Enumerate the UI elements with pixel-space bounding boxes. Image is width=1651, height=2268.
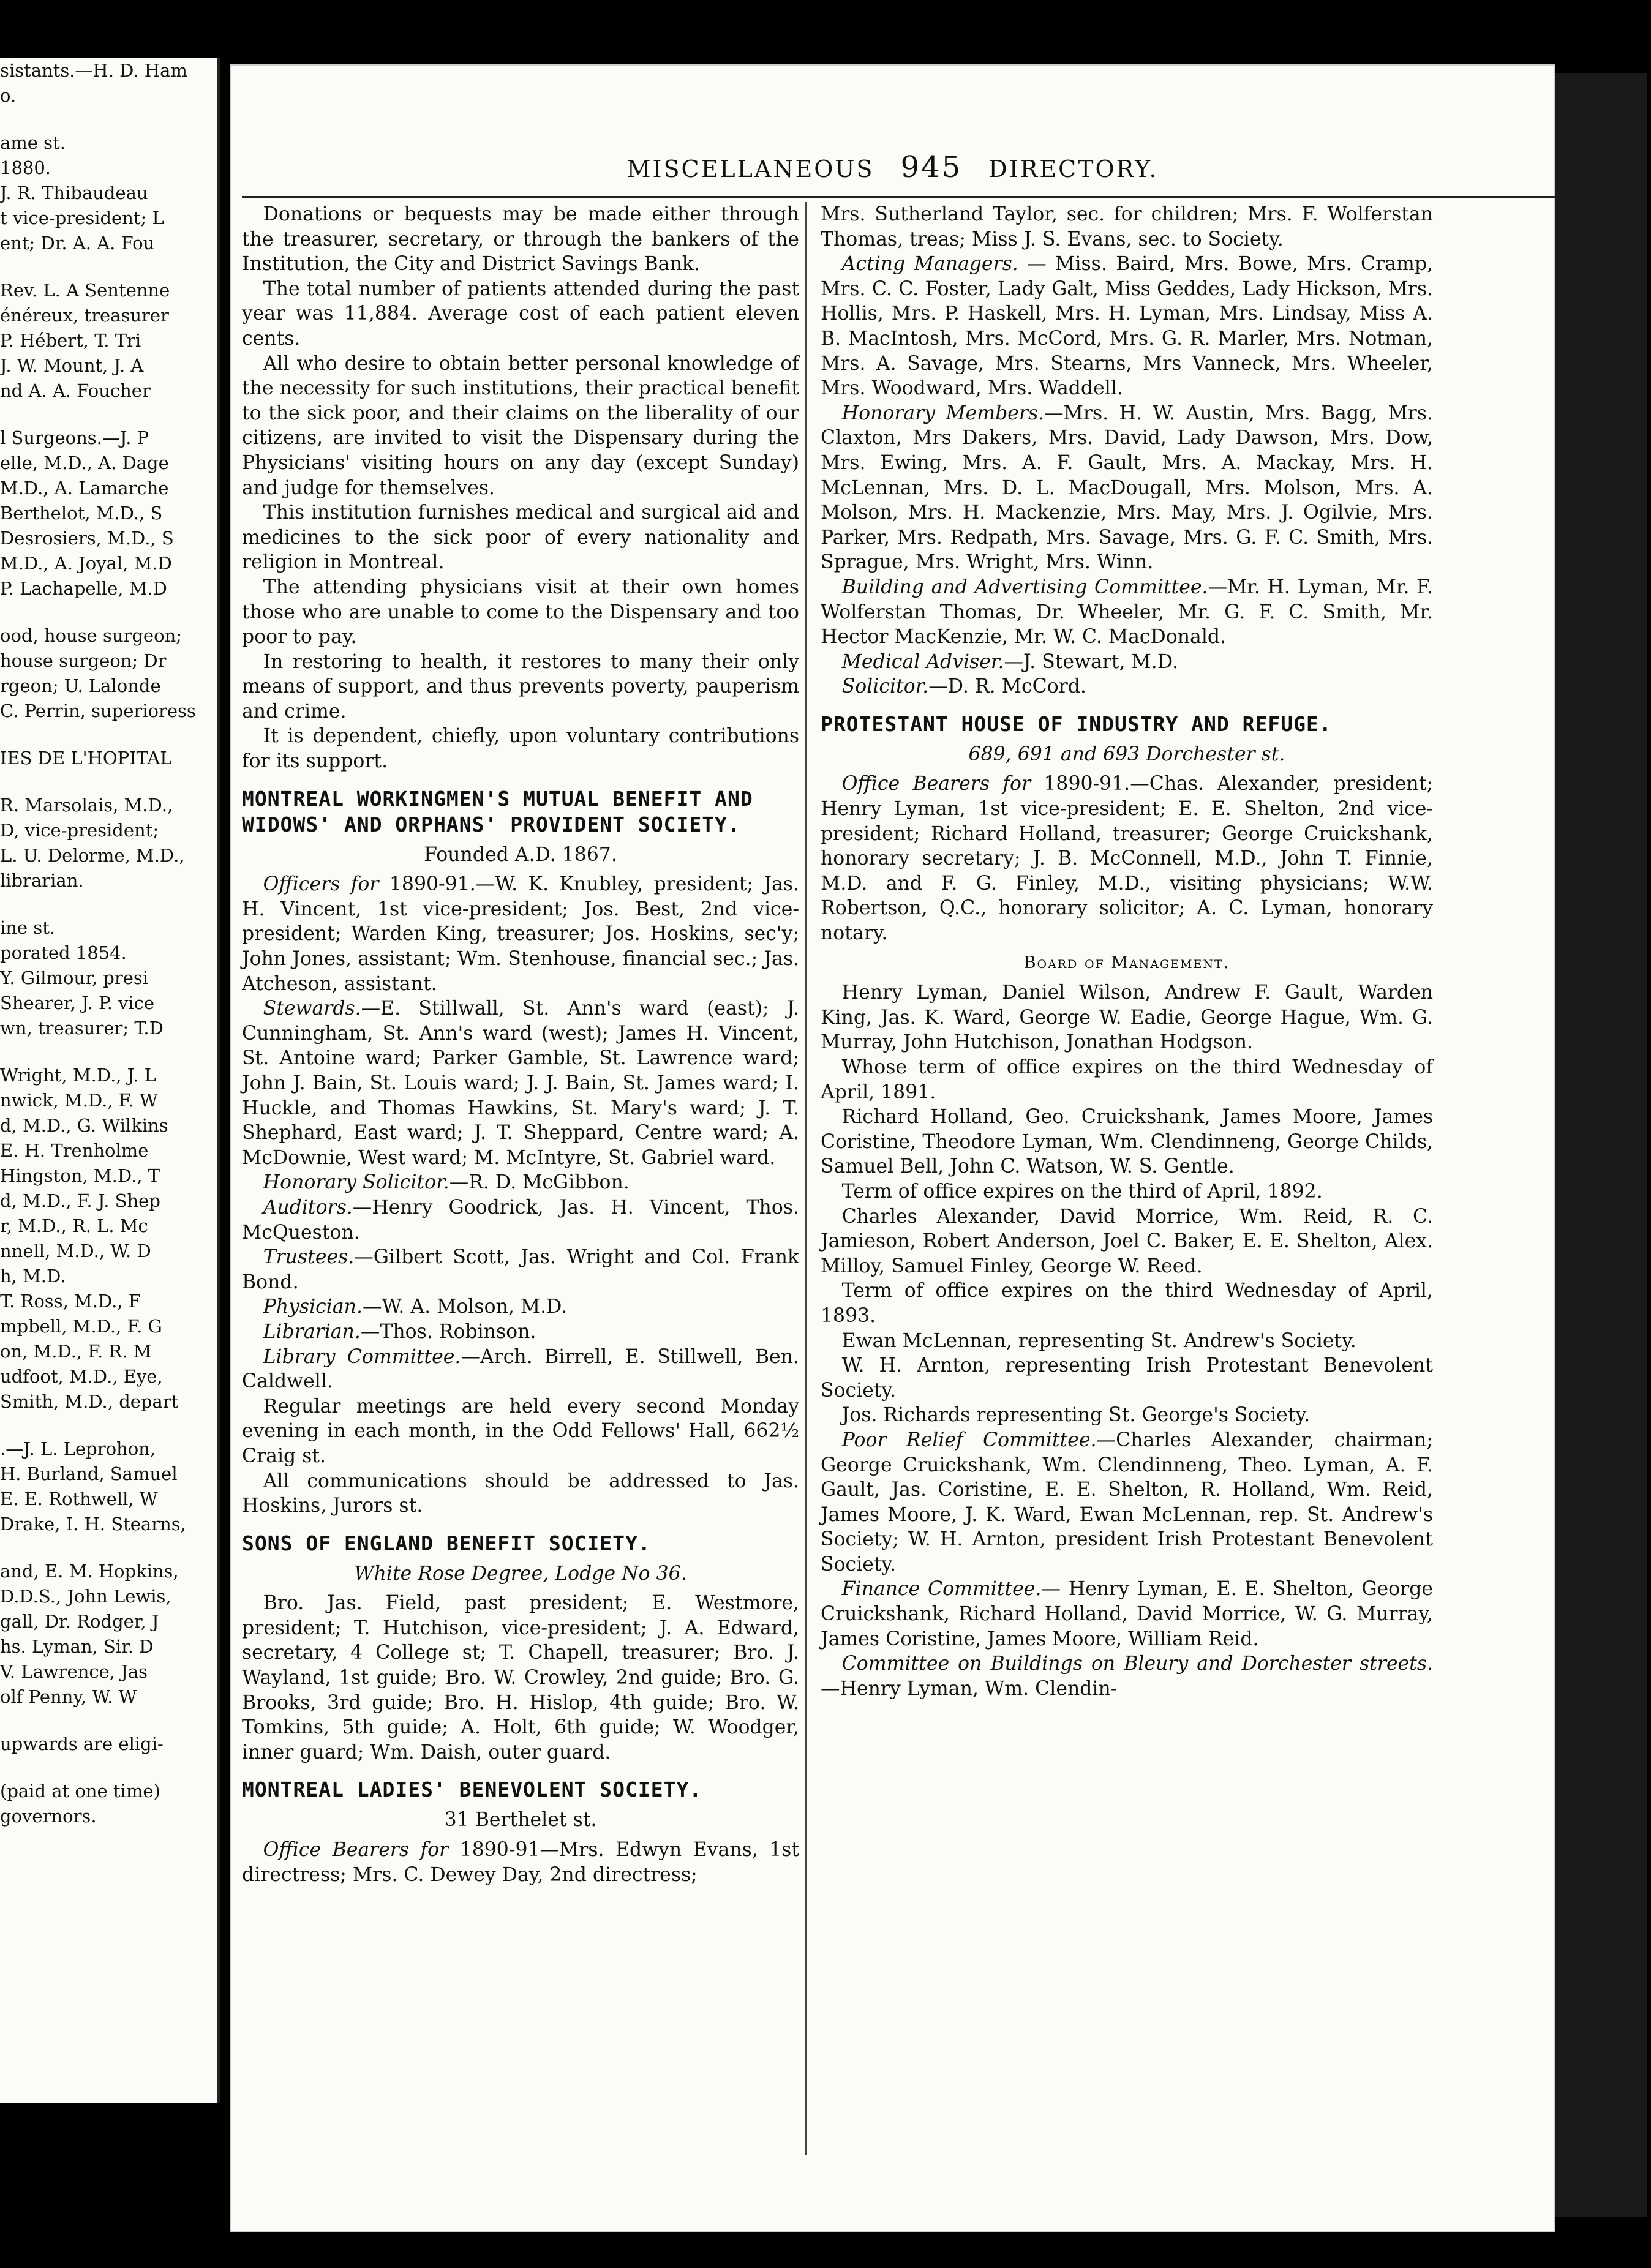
prev-page-line: P. Lachapelle, M.D bbox=[0, 578, 167, 599]
page-edge-shadow bbox=[1555, 73, 1647, 2217]
ladies-office bbox=[242, 1838, 799, 1887]
ladies-office-label: Office Bearers for bbox=[263, 1839, 449, 1861]
line-gap bbox=[0, 404, 217, 426]
board-paragraph: W. H. Arnton, representing Irish Protestant Benevolent Society. bbox=[821, 1354, 1433, 1402]
prev-page-line: h, M.D. bbox=[0, 1266, 66, 1286]
ladies-solicitor bbox=[821, 674, 1433, 699]
line-gap bbox=[0, 893, 217, 915]
left-column bbox=[242, 202, 799, 1887]
line-gap bbox=[0, 724, 217, 746]
ladies-heading: MONTREAL LADIES' BENEVOLENT SOCIETY. bbox=[242, 1778, 702, 1802]
adviser-label: Medical Adviser. bbox=[841, 650, 1004, 673]
workingmen-meetings: Regular meetings are held every second Monday evening in each month, in the Odd Fellows' Hall, 662½ Craig st. bbox=[242, 1395, 799, 1467]
prev-page-line: E. E. Rothwell, W bbox=[0, 1489, 158, 1509]
prev-page-line: rgeon; U. Lalonde bbox=[0, 675, 161, 696]
intro-paragraph: This institution furnishes medical and surgical aid and medicines to the sick poor of every nationality and religion in Montreal. bbox=[242, 501, 799, 574]
line-gap bbox=[0, 771, 217, 793]
honorary-text: —Mrs. H. W. Austin, Mrs. Bagg, Mrs. Claxton, Mrs Dakers, Mrs. David, Lady Dawson, Mrs. Dow, Mrs. Ewing, Mrs. A. F. Gault, Mrs. A. Mackay, Mrs. H. McLennan, Mrs. D. L. MacDougall, Mrs. Molson, Mrs. A. Molson, Mrs. H. Mackenzie, Mrs. May, Mrs. J. Ogilvie, Mrs. Parker, Mrs. Redpath, Mrs. Savage, Mrs. G. F. C. Smith, Mrs. Sprague, Mrs. Wright, Mrs. Winn. bbox=[821, 402, 1434, 574]
intro-paragraph: All who desire to obtain better personal knowledge of the necessity for such institutions, their practical benefit to the sick poor, and their claims on the liberality of our citizens, are invited to visit the Dispensary during the Physicians' visiting hours on any day (except Sunday) and judge for themselves. bbox=[242, 352, 799, 499]
workingmen-solicitor bbox=[242, 1170, 799, 1195]
workingmen-founded: Founded A.D. 1867. bbox=[424, 843, 617, 866]
prev-page-line: l Surgeons.—J. P bbox=[0, 427, 149, 448]
prev-page-line: E. H. Trenholme bbox=[0, 1140, 149, 1161]
prev-page-line: gall, Dr. Rodger, J bbox=[0, 1611, 159, 1632]
finance-committee bbox=[821, 1577, 1433, 1651]
prev-page-line: M.D., A. Joyal, M.D bbox=[0, 553, 172, 574]
board-paragraph: Charles Alexander, David Morrice, Wm. Reid, R. C. Jamieson, Robert Anderson, Joel C. Baker, E. E. Shelton, Alex. Milloy, Samuel Finley, George W. Reed. bbox=[821, 1205, 1433, 1277]
prev-page-line: D, vice-president; bbox=[0, 820, 159, 841]
library-text: —Arch. Birrell, E. Stillwell, Ben. Caldwell. bbox=[242, 1345, 799, 1393]
intro-paragraph: The attending physicians visit at their own homes those who are unable to come to the Dispensary and too poor to pay. bbox=[242, 576, 799, 648]
prev-page-line: T. Ross, M.D., F bbox=[0, 1291, 141, 1312]
prev-page-line: house surgeon; Dr bbox=[0, 650, 167, 671]
line-gap bbox=[0, 256, 217, 278]
prev-page-line: H. Burland, Samuel bbox=[0, 1463, 178, 1484]
board-paragraph: Jos. Richards representing St. George's Society. bbox=[841, 1404, 1311, 1427]
protestant-office-label: Office Bearers for bbox=[841, 773, 1031, 795]
line-gap bbox=[0, 1537, 217, 1559]
prev-page-line: librarian. bbox=[0, 870, 84, 891]
adviser-text: —J. Stewart, M.D. bbox=[1004, 650, 1178, 673]
committee-text: —Henry Lyman, Wm. Clendin- bbox=[821, 1677, 1118, 1700]
prev-page-line: and, E. M. Hopkins, bbox=[0, 1561, 179, 1582]
workingmen-officers bbox=[242, 872, 799, 996]
library-label: Library Committee. bbox=[263, 1345, 461, 1368]
honorary-members bbox=[821, 401, 1433, 575]
poor-text: —Charles Alexander, chairman; George Cruickshank, Wm. Clendinneng, Theo. Lyman, A. F. Gault, Jas. Coristine, E. E. Shelton, R. Holland, Wm. Reid, James Moore, J. K. Ward, Ewan McLennan, rep. St. Andrew's Society; W. H. Arnton, president Irish Protestant Benevolent Society. bbox=[821, 1429, 1433, 1575]
acting-text: — Miss. Baird, Mrs. Bowe, Mrs. Cramp, Mrs. C. C. Foster, Lady Galt, Miss Geddes, Lady Hickson, Mrs. Hollis, Mrs. P. Haskell, Mrs. H. Lyman, Mrs. Lindsay, Miss A. B. MacIntosh, Mrs. McCord, Mrs. G. R. Marler, Mrs. Notman, Mrs. A. Savage, Mrs. Stearns, Mrs Vanneck, Mrs. Wheeler, Mrs. Woodward, Mrs. Waddell. bbox=[821, 253, 1434, 400]
stewards-label: Stewards. bbox=[263, 997, 361, 1020]
board-paragraph: Henry Lyman, Daniel Wilson, Andrew F. Gault, Warden King, Jas. K. Ward, George W. Eadie, George Hague, Wm. G. Murray, John Hutchison, Jonathan Hodgson. bbox=[821, 982, 1433, 1054]
running-head bbox=[230, 150, 1555, 184]
prev-page-line: Hingston, M.D., T bbox=[0, 1165, 160, 1186]
prev-page-line: wn, treasurer; T.D bbox=[0, 1018, 164, 1038]
solicitor-label: Honorary Solicitor. bbox=[263, 1171, 449, 1194]
intro-paragraph: In restoring to health, it restores to many their only means of support, and thus prevents poverty, pauperism and crime. bbox=[242, 650, 799, 723]
prev-page-line: J. R. Thibaudeau bbox=[0, 182, 148, 203]
sons-text: Bro. Jas. Field, past president; E. Westmore, president; T. Hutchison, vice-president; J. A. Edward, secretary, 4 College st; T. Chapell, treasurer; Bro. J. Wayland, 1st guide; Bro. W. Crowley, 2nd guide; Bro. G. Brooks, 3rd guide; Bro. H. Hislop, 4th guide; Bro. W. Tomkins, 5th guide; A. Holt, 6th guide; W. Woodger, inner guard; Wm. Daish, outer guard. bbox=[242, 1592, 799, 1763]
prev-page-line: r, M.D., R. L. Mc bbox=[0, 1215, 148, 1236]
previous-page-fragment bbox=[0, 58, 220, 2103]
sons-subheading: White Rose Degree, Lodge No 36. bbox=[354, 1562, 687, 1585]
honorary-label: Honorary Members. bbox=[841, 402, 1045, 424]
prev-page-line: C. Perrin, superioress bbox=[0, 700, 196, 721]
prev-page-line: d, M.D., F. J. Shep bbox=[0, 1190, 160, 1211]
header-rule bbox=[242, 196, 1555, 198]
ladies-address: 31 Berthelet st. bbox=[444, 1809, 597, 1831]
trustees-label: Trustees. bbox=[263, 1246, 355, 1269]
workingmen-auditors bbox=[242, 1195, 799, 1245]
intro-paragraph: Donations or bequests may be made either through the treasurer, secretary, or through the bankers of the Institution, the City and District Savings Bank. bbox=[242, 203, 799, 276]
protestant-address: 689, 691 and 693 Dorchester st. bbox=[968, 743, 1285, 765]
acting-managers bbox=[821, 252, 1433, 401]
ladies-solicitor-text: —D. R. McCord. bbox=[928, 675, 1086, 698]
ladies-office-text: 1890-91—Mrs. Edwyn Evans, 1st directress; Mrs. C. Dewey Day, 2nd directress; bbox=[242, 1839, 799, 1886]
prev-page-line: Shearer, J. P. vice bbox=[0, 993, 155, 1013]
line-gap bbox=[0, 1710, 217, 1732]
prev-page-line: (paid at one time) bbox=[0, 1781, 160, 1801]
prev-page-line: hs. Lyman, Sir. D bbox=[0, 1636, 154, 1657]
solicitor-text: —R. D. McGibbon. bbox=[449, 1171, 630, 1194]
intro-paragraph: The total number of patients attended during the past year was 11,884. Average cost of each patient eleven cents. bbox=[242, 277, 799, 350]
board-paragraph: Richard Holland, Geo. Cruickshank, James Moore, James Coristine, Theodore Lyman, Wm. Clendinneng, George Childs, Samuel Bell, John C. Watson, W. S. Gentle. bbox=[821, 1106, 1433, 1178]
ladies-continuation: Mrs. Sutherland Taylor, sec. for children; Mrs. F. Wolferstan Thomas, treas; Miss J. S. Evans, sec. to Society. bbox=[821, 203, 1433, 250]
physician-label: Physician. bbox=[263, 1296, 363, 1318]
prev-page-line: R. Marsolais, M.D., bbox=[0, 795, 173, 816]
running-head-right: DIRECTORY. bbox=[988, 156, 1159, 182]
prev-page-line: Drake, I. H. Stearns, bbox=[0, 1514, 186, 1534]
finance-text: — Henry Lyman, E. E. Shelton, George Cruickshank, Richard Holland, David Morrice, W. G. Murray, James Coristine, James Moore, William Reid. bbox=[821, 1578, 1433, 1650]
workingmen-communications: All communications should be addressed to Jas. Hoskins, Jurors st. bbox=[242, 1470, 799, 1517]
committee-label: Committee on Buildings on Bleury and Dorchester streets. bbox=[841, 1653, 1433, 1675]
trustees-text: —Gilbert Scott, Jas. Wright and Col. Frank Bond. bbox=[242, 1246, 799, 1293]
prev-page-line: ent; Dr. A. A. Fou bbox=[0, 233, 155, 253]
prev-page-line: 1880. bbox=[0, 157, 51, 178]
prev-page-line: P. Hébert, T. Tri bbox=[0, 330, 141, 351]
protestant-office bbox=[821, 772, 1433, 945]
prev-page-line: M.D., A. Lamarche bbox=[0, 478, 169, 498]
protestant-heading: PROTESTANT HOUSE OF INDUSTRY AND REFUGE. bbox=[821, 712, 1332, 736]
medical-adviser bbox=[821, 650, 1433, 675]
prev-page-line: énéreux, treasurer bbox=[0, 305, 169, 326]
auditors-label: Auditors. bbox=[263, 1196, 353, 1218]
intro-paragraph: It is dependent, chiefly, upon voluntary contributions for its support. bbox=[242, 725, 799, 773]
prev-page-line: o. bbox=[0, 85, 17, 106]
officers-text: 1890-91.—W. K. Knubley, president; Jas. H. Vincent, 1st vice-president; Jos. Best, 2nd vice-president; Warden King, treasurer; Jos. Hoskins, sec'y; John Jones, assistant; Wm. Stenhouse, financial sec.; Jas. Atcheson, assistant. bbox=[242, 873, 799, 995]
prev-page-line: Wright, M.D., J. L bbox=[0, 1065, 156, 1086]
physician-text: —W. A. Molson, M.D. bbox=[362, 1296, 568, 1318]
officers-label: Officers for bbox=[263, 873, 379, 896]
prev-page-line: Rev. L. A Sentenne bbox=[0, 280, 170, 301]
building-committee bbox=[821, 575, 1433, 650]
prev-page-line: V. Lawrence, Jas bbox=[0, 1661, 148, 1682]
prev-page-line: IES DE L'HOPITAL bbox=[0, 748, 172, 768]
prev-page-line: governors. bbox=[0, 1806, 97, 1827]
workingmen-trustees bbox=[242, 1245, 799, 1294]
acting-label: Acting Managers. bbox=[841, 253, 1018, 276]
line-gap bbox=[0, 108, 217, 130]
prev-page-line: L. U. Delorme, M.D., bbox=[0, 845, 185, 866]
prev-page-line: Y. Gilmour, presi bbox=[0, 967, 149, 988]
prev-page-line: d, M.D., G. Wilkins bbox=[0, 1115, 168, 1136]
prev-page-line: elle, M.D., A. Dage bbox=[0, 452, 169, 473]
prev-page-line: udfoot, M.D., Eye, bbox=[0, 1366, 163, 1387]
board-paragraph: Ewan McLennan, representing St. Andrew's Society. bbox=[841, 1329, 1356, 1352]
workingmen-stewards bbox=[242, 996, 799, 1170]
board-paragraph: Whose term of office expires on the third Wednesday of April, 1891. bbox=[821, 1056, 1433, 1103]
prev-page-line: sistants.—H. D. Ham bbox=[0, 60, 187, 81]
prev-page-line: J. W. Mount, J. A bbox=[0, 355, 144, 376]
right-column bbox=[821, 202, 1433, 1701]
page-number: 945 bbox=[900, 150, 963, 184]
prev-page-line: Smith, M.D., depart bbox=[0, 1391, 179, 1412]
column-divider bbox=[805, 202, 807, 2155]
stewards-text: —E. Stillwall, St. Ann's ward (east); J. Cunningham, St. Ann's ward (west); James H. Vincent, St. Antoine ward; Parker Gamble, St. Lawrence ward; John J. Bain, St. Louis ward; J. J. Bain, St. James ward; I. Huckle, and Thomas Hawkins, St. Mary's ward; J. T. Shephard, East ward; J. T. Sheppard, Centre ward; A. McDownie, West ward; M. McIntyre, St. Gabriel ward. bbox=[242, 997, 799, 1169]
poor-label: Poor Relief Committee. bbox=[841, 1429, 1097, 1451]
librarian-label: Librarian. bbox=[263, 1320, 361, 1343]
directory-page bbox=[230, 64, 1555, 2232]
prev-page-line: Berthelot, M.D., S bbox=[0, 503, 163, 524]
building-label: Building and Advertising Committee. bbox=[841, 576, 1208, 598]
finance-label: Finance Committee. bbox=[841, 1578, 1042, 1601]
running-head-left: MISCELLANEOUS bbox=[626, 156, 874, 182]
workingmen-heading: MONTREAL WORKINGMEN'S MUTUAL BENEFIT AND WIDOWS' AND ORPHANS' PROVIDENT SOCIETY. bbox=[242, 786, 753, 836]
prev-page-line: mpbell, M.D., F. G bbox=[0, 1316, 162, 1337]
prev-page-line: ood, house surgeon; bbox=[0, 625, 182, 646]
ladies-solicitor-label: Solicitor. bbox=[841, 675, 929, 698]
prev-page-line: ine st. bbox=[0, 917, 56, 938]
prev-page-line: nwick, M.D., F. W bbox=[0, 1090, 158, 1111]
protestant-office-text: 1890-91.—Chas. Alexander, president; Henry Lyman, 1st vice-president; E. E. Shelton, 2nd vice-president; Richard Holland, treasurer; George Cruickshank, honorary secretary; J. B. McConnell, M.D., John T. Finnie, M.D. and F. G. Finley, M.D., visiting physicians; W.W. Robertson, Q.C., honorary solicitor; A. C. Lyman, honorary notary. bbox=[821, 773, 1433, 945]
prev-page-line: .—J. L. Leprohon, bbox=[0, 1438, 156, 1459]
librarian-text: —Thos. Robinson. bbox=[360, 1320, 536, 1343]
prev-page-line: D.D.S., John Lewis, bbox=[0, 1586, 171, 1607]
workingmen-library bbox=[242, 1345, 799, 1394]
line-gap bbox=[0, 601, 217, 623]
prev-page-line: nd A. A. Foucher bbox=[0, 380, 151, 401]
auditors-text: —Henry Goodrick, Jas. H. Vincent, Thos. McQueston. bbox=[242, 1196, 799, 1244]
board-heading: Board of Management. bbox=[1023, 953, 1230, 972]
buildings-committee bbox=[821, 1651, 1433, 1701]
board-paragraph: Term of office expires on the third Wednesday of April, 1893. bbox=[821, 1280, 1433, 1327]
prev-page-line: on, M.D., F. R. M bbox=[0, 1341, 152, 1362]
prev-page-line: Desrosiers, M.D., S bbox=[0, 528, 174, 549]
line-gap bbox=[0, 1757, 217, 1779]
workingmen-librarian bbox=[242, 1320, 799, 1345]
prev-page-line: upwards are eligi- bbox=[0, 1733, 164, 1754]
poor-relief-committee bbox=[821, 1428, 1433, 1577]
prev-page-line: porated 1854. bbox=[0, 942, 127, 963]
prev-page-line: t vice-president; L bbox=[0, 208, 164, 228]
building-text: —Mr. H. Lyman, Mr. F. Wolferstan Thomas, Dr. Wheeler, Mr. G. F. C. Smith, Mr. Hector MacKenzie, Mr. W. C. MacDonald. bbox=[821, 576, 1433, 648]
line-gap bbox=[0, 1414, 217, 1436]
line-gap bbox=[0, 1041, 217, 1063]
workingmen-physician bbox=[242, 1294, 799, 1320]
sons-heading: SONS OF ENGLAND BENEFIT SOCIETY. bbox=[242, 1531, 651, 1555]
prev-page-line: nnell, M.D., W. D bbox=[0, 1241, 151, 1261]
prev-page-line: ame st. bbox=[0, 132, 66, 153]
prev-page-line: olf Penny, W. W bbox=[0, 1686, 137, 1707]
board-paragraph: Term of office expires on the third of April, 1892. bbox=[841, 1180, 1323, 1203]
